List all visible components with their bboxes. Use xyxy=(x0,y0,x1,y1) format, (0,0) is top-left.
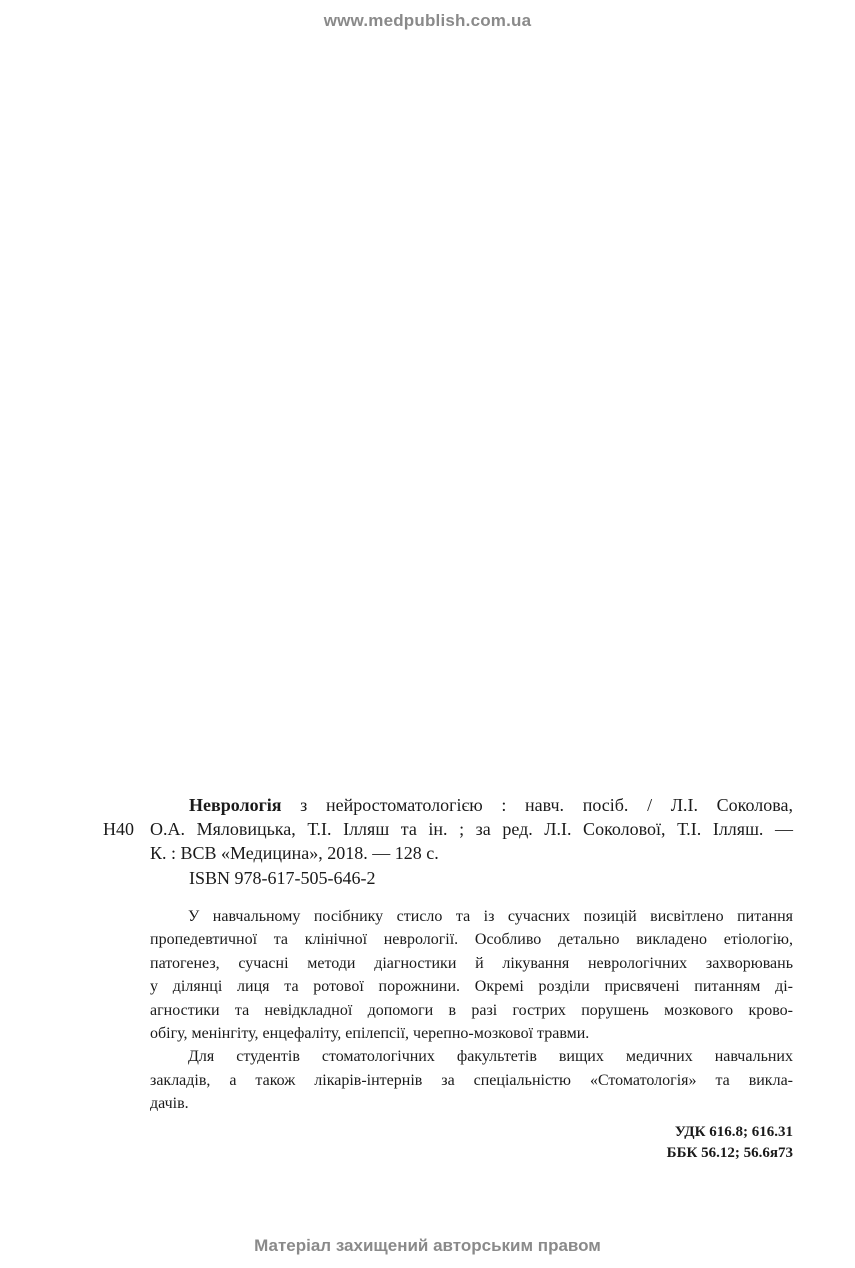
entry-line-1 xyxy=(189,793,793,817)
abstract-line: у ділянці лиця та ротової порожнини. Окремі розділи присвячені питанням ді- xyxy=(150,978,793,996)
entry-line-1-rest: з нейростоматологією : навч. посіб. / Л.І. Соколова, xyxy=(281,795,793,815)
abstract-line: дачів. xyxy=(150,1095,189,1113)
bbk-code: ББК 56.12; 56.6я73 xyxy=(666,1145,793,1161)
bibliographic-entry xyxy=(150,793,793,865)
abstract-line: агностики та невідкладної допомоги в разі гострих порушень мозкового крово- xyxy=(150,1001,793,1019)
abstract-line: патогенез, сучасні методи діагностики й лікування неврологічних захворювань xyxy=(150,954,793,972)
isbn: ISBN 978-617-505-646-2 xyxy=(189,868,376,888)
abstract-line: пропедевтичної та клінічної неврології. Особливо детально викладено етіологію, xyxy=(150,931,793,949)
abstract-line: Для студентів стоматологічних факультетів вищих медичних навчальних xyxy=(188,1048,793,1066)
abstract-paragraph-1 xyxy=(150,905,793,1045)
abstract-line: У навчальному посібнику стисло та із сучасних позицій висвітлено питання xyxy=(188,908,793,925)
watermark-bottom: Матеріал захищений авторським правом xyxy=(254,1236,601,1255)
entry-line-3: К. : ВСВ «Медицина», 2018. — 128 с. xyxy=(150,843,439,863)
cutter-code: Н40 xyxy=(103,819,134,839)
udk-code: УДК 616.8; 616.31 xyxy=(674,1124,793,1140)
abstract xyxy=(150,905,793,1116)
entry-title: Неврологія xyxy=(189,795,282,815)
abstract-paragraph-2 xyxy=(150,1045,793,1115)
watermark-top: www.medpublish.com.ua xyxy=(323,11,532,30)
classification-codes xyxy=(667,1122,793,1164)
abstract-line: закладів, а також лікарів-інтернів за спеціальністю «Стоматологія» та викла- xyxy=(150,1071,793,1089)
entry-line-2: О.А. Мяловицька, Т.І. Ілляш та ін. ; за ред. Л.І. Соколової, Т.І. Ілляш. — xyxy=(150,819,793,839)
abstract-line: обігу, менінгіту, енцефаліту, епілепсії, черепно-мозкової травми. xyxy=(150,1025,590,1043)
